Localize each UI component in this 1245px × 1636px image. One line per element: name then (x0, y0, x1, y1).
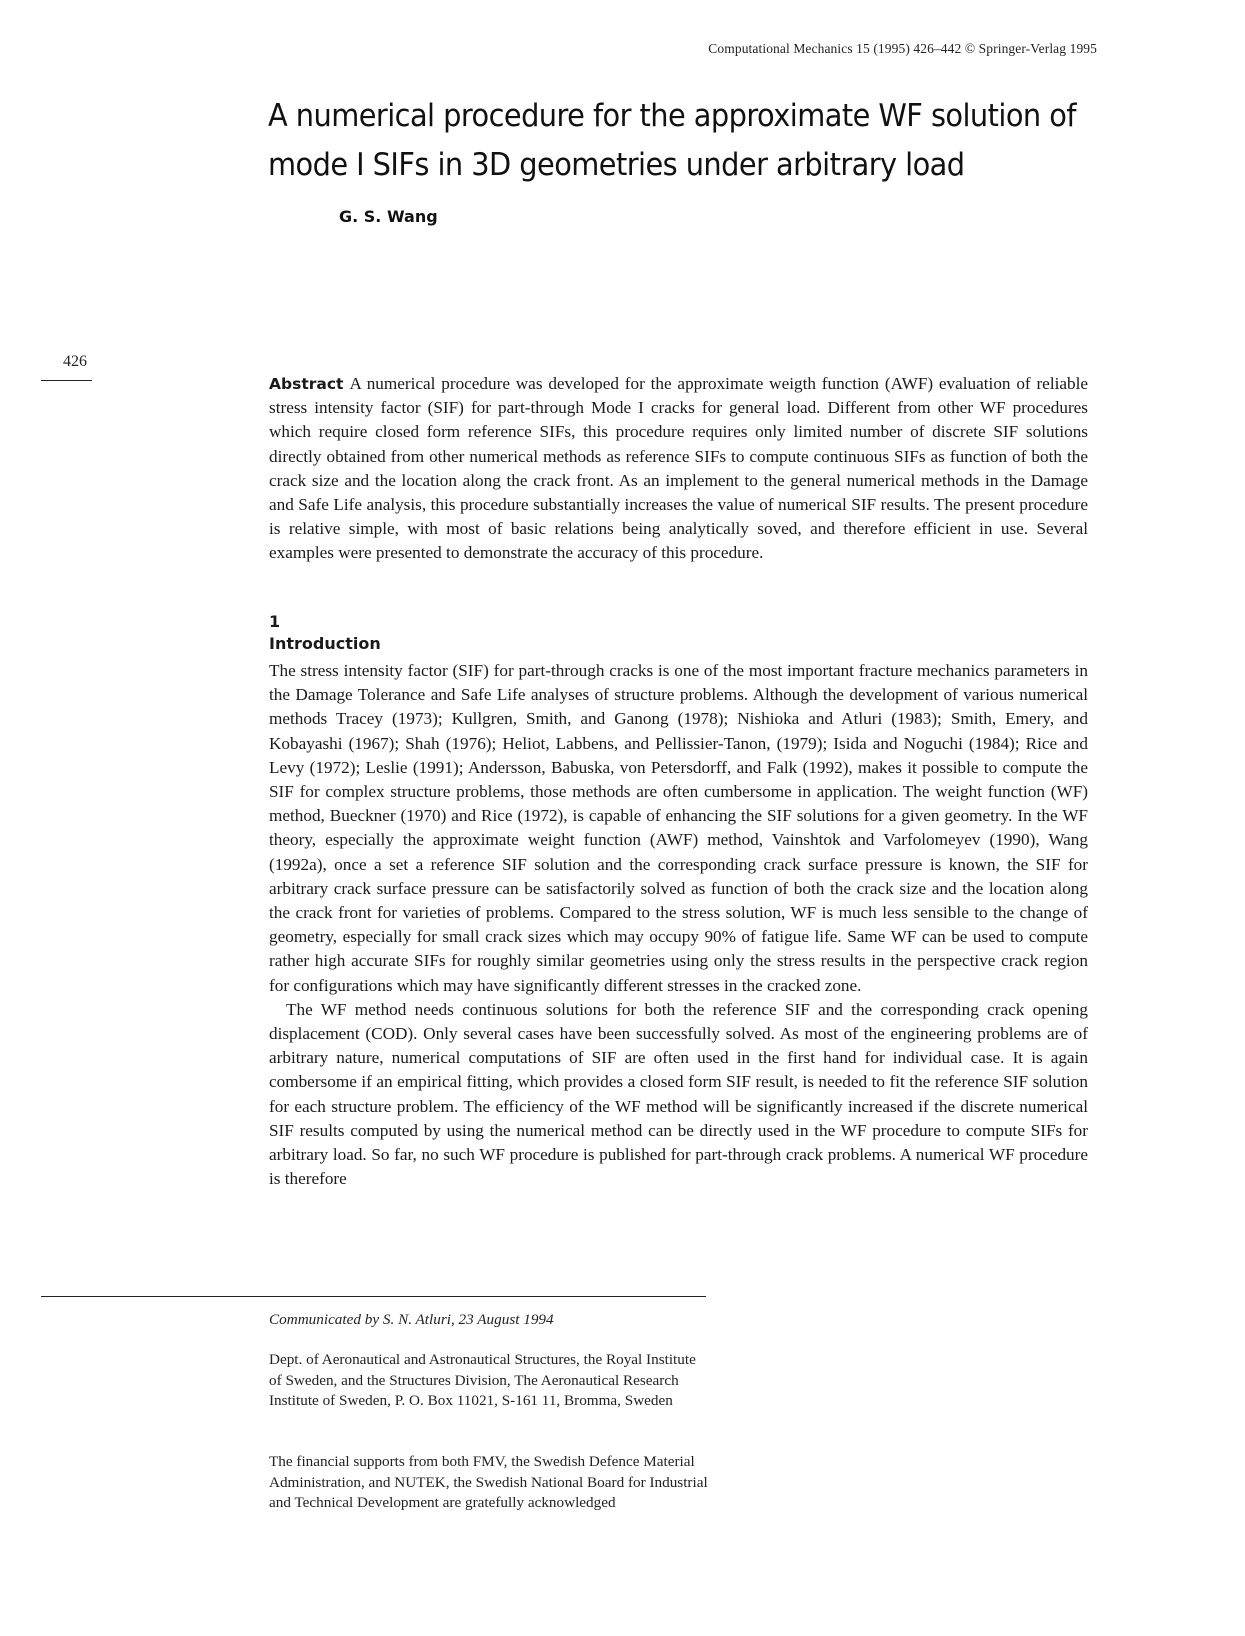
page-number: 426 (63, 353, 87, 370)
footnote-funding: The financial supports from both FMV, the Swedish Defence Material Administration, and NUTEK, the Swedish National Board for Industrial and Technical Development are gratefully acknowledged (269, 1453, 708, 1511)
paper-title (268, 92, 1105, 190)
footnote-communicated: Communicated by S. N. Atluri, 23 August 1994 (269, 1311, 554, 1328)
paper-title-line-1: A numerical procedure for the approximate WF solution of (268, 98, 1076, 134)
abstract-label: Abstract (269, 375, 344, 393)
footnote-affiliation: Dept. of Aeronautical and Astronautical Structures, the Royal Institute of Sweden, and the Structures Division, The Aeronautical Research Institute of Sweden, P. O. Box 11021, S-161 11, Bromma, Sweden (269, 1351, 696, 1409)
author-name: G. S. Wang (339, 207, 438, 226)
journal-citation: Computational Mechanics 15 (1995) 426–442 © Springer-Verlag 1995 (708, 41, 1097, 56)
abstract-text: A numerical procedure was developed for the approximate weigth function (AWF) evaluation of reliable stress intensity factor (SIF) for part-through Mode I cracks for general load. Different from other WF procedures which require closed form reference SIFs, this procedure requires only limited number of discrete SIF solutions directly obtained from other numerical methods as reference SIFs to compute continuous SIFs as function of both the crack size and the location along the crack front. As an implement to the general numerical methods in the Damage and Safe Life analysis, this procedure substantially increases the value of numerical SIF results. The present procedure is relative simple, with most of basic relations being analytically soved, and therefore efficient in use. Several examples were presented to demonstrate the accuracy of this procedure. (269, 374, 1088, 563)
footnote-rule (41, 1296, 706, 1297)
page-number-rule (41, 380, 92, 381)
intro-paragraph-2: The WF method needs continuous solutions for both the reference SIF and the corresponding crack opening displacement (COD). Only several cases have been successfully solved. As most of the engineering problems are of arbitrary nature, numerical computations of SIF are often used in the first hand for individual case. It is again combersome if an empirical fitting, which provides a closed form SIF result, is needed to fit the reference SIF solution for each structure problem. The efficiency of the WF method will be significantly increased if the discrete numerical SIF results computed by using the numerical method can be directly used in the WF procedure to compute SIFs for arbitrary load. So far, no such WF procedure is published for part-through crack problems. A numerical WF procedure is therefore (269, 999, 1088, 1189)
intro-paragraph-1: The stress intensity factor (SIF) for part-through cracks is one of the most important fracture mechanics parameters in the Damage Tolerance and Safe Life analyses of structure problems. Although the development of various numerical methods Tracey (1973); Kullgren, Smith, and Ganong (1978); Nishioka and Atluri (1983); Smith, Emery, and Kobayashi (1967); Shah (1976); Heliot, Labbens, and Pellissier-Tanon, (1979); Isida and Noguchi (1984); Rice and Levy (1972); Leslie (1991); Andersson, Babuska, von Petersdorff, and Falk (1992), makes it possible to compute the SIF for complex structure problems, those methods are often cumbersome in application. The weight function (WF) method, Bueckner (1970) and Rice (1972), is capable of enhancing the SIF solutions for a given geometry. In the WF theory, especially the approximate weight function (AWF) method, Vainshtok and Varfolomeyev (1990), Wang (1992a), once a set a reference SIF solution and the corresponding crack surface pressure is known, the SIF for arbitrary crack surface pressure can be satisfactorily solved as function of both the crack size and the location along the crack front for varieties of problems. Compared to the stress solution, WF is much less sensible to the change of geometry, especially for small crack sizes which may occupy 90% of fatigue life. Same WF can be used to compute rather high accurate SIFs for roughly similar geometries using only the stress results in the perspective crack region for configurations which may have significantly different stresses in the cracked zone. (269, 661, 1088, 995)
abstract (269, 372, 1088, 566)
section-number: 1 (269, 612, 281, 631)
introduction-body (269, 659, 1088, 1191)
section-title: Introduction (269, 634, 381, 653)
paper-title-line-2: mode I SIFs in 3D geometries under arbitrary load (268, 147, 965, 183)
